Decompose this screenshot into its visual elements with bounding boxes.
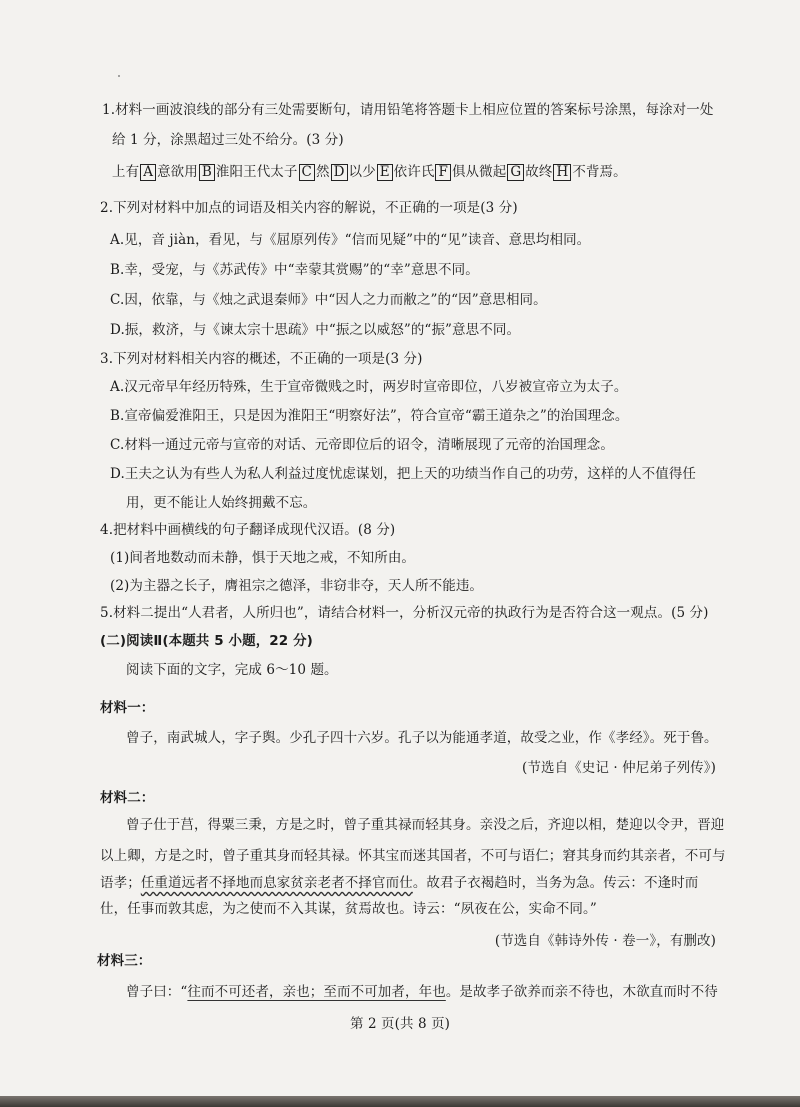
section-title: (二)阅读Ⅱ(本题共 5 小题，22 分) [100,633,313,649]
material-1-source: (节选自《史记 · 仲尼弟子列传》) [522,760,716,776]
break-marker-box: C [299,164,315,181]
q3-option-d-cont: 用，更不能让人始终拥戴不忘。 [126,495,317,511]
q5-stem: 5.材料二提出“人君者，人所归也”，请结合材料一，分析汉元帝的执政行为是否符合这一观点。(5 分) [100,605,709,621]
break-marker-box: G [507,164,524,181]
material-2-line: 以上卿，方是之时，曾子重其身而轻其禄。怀其宝而迷其国者，不可与语仁；窘其身而约其亲者，不可与 [100,848,726,864]
text: 。故君子衣褐趋时，当务为急。传云：不逢时而 [412,875,699,891]
material-2-line: 曾子仕于莒，得粟三秉，方是之时，曾子重其禄而轻其身。亲没之后，齐迎以相，楚迎以令尹，晋迎 [126,817,725,833]
q2-option-b: B.幸，受宠，与《苏武传》中“幸蒙其赏赐”的“幸”意思不同。 [110,262,479,278]
q4-item-1: (1)间者地数动而未静，惧于天地之戒，不知所由。 [110,550,416,566]
text-segment: 俱从微起 [451,164,507,180]
text-segment: 然 [315,164,330,180]
q1-stem-cont: 给 1 分，涂黑超过三处不给分。(3 分) [112,132,344,148]
text-segment: 不背焉。 [572,164,627,180]
break-marker-box: B [199,164,215,181]
underlined-text: 往而不可还者，亲也；至而不可加者，年也 [187,984,446,1000]
text-segment: 淮阳王代太子 [215,164,298,180]
text-segment: 上有 [112,164,140,180]
text: 曾子曰：“ [126,984,188,1000]
q3-stem: 3.下列对材料相关内容的概述，不正确的一项是(3 分) [100,351,423,367]
break-marker-box: D [331,164,348,181]
wavy-underlined-text: 任重道远者不择地而息家贫亲老者不择官而仕 [140,875,413,891]
material-2-label: 材料二： [100,790,155,806]
q3-option-b: B.宣帝偏爱淮阳王，只是因为淮阳王“明察好法”，符合宣帝“霸王道杂之”的治国理念。 [110,408,629,424]
text: 。是故孝子欲养而亲不待也，木欲直而时不待 [445,984,718,1000]
material-3-text [126,982,718,1002]
break-marker-box: A [140,164,156,181]
page-footer: 第 2 页(共 8 页) [349,1016,451,1032]
q2-stem: 2.下列对材料中加点的词语及相关内容的解说，不正确的一项是(3 分) [100,200,518,216]
q2-option-d: D.振，救济，与《谏太宗十思疏》中“振之以威怒”的“振”意思不同。 [110,322,521,338]
material-3-label: 材料三： [97,953,152,969]
text-segment: 意欲用 [157,164,198,180]
text-segment: 以少 [348,164,376,180]
q2-option-a: A.见，音 jiàn，看见，与《屈原列传》“信而见疑”中的“见”读音、意思均相同。 [110,232,591,248]
paper-edge-shadow [0,1096,800,1107]
break-marker-box: H [553,164,571,181]
material-1-text: 曾子，南武城人，字子舆。少孔子四十六岁。孔子以为能通孝道，故受之业，作《孝经》。死于鲁。 [126,730,718,746]
q2-option-c: C.因，依靠，与《烛之武退秦师》中“因人之力而敝之”的“因”意思相同。 [110,292,547,308]
text-segment: 依许氏 [393,164,435,180]
text-segment: 故终 [525,164,553,180]
scan-speck [118,75,120,77]
section-instruction: 阅读下面的文字，完成 6～10 题。 [126,662,338,678]
break-marker-box: F [435,164,450,181]
q1-stem: 1.材料一画波浪线的部分有三处需要断句，请用铅笔将答题卡上相应位置的答案标号涂黑，每涂对一处 [102,102,714,118]
q3-option-d: D.王夫之认为有些人为私人利益过度忧虑谋划，把上天的功绩当作自己的功劳，这样的人不值得任 [110,466,697,482]
q4-item-2: (2)为主器之长子，膺祖宗之德泽，非窃非夺，天人所不能违。 [110,578,484,594]
break-marker-box: E [377,164,393,181]
q4-stem: 4.把材料中画横线的句子翻译成现代汉语。(8 分) [100,522,396,538]
material-2-source: (节选自《韩诗外传 · 卷一》，有删改) [494,933,716,949]
q1-segment-line [112,162,627,182]
material-1-label: 材料一： [100,700,155,716]
q3-option-c: C.材料一通过元帝与宣帝的对话、元帝即位后的诏令，清晰展现了元帝的治国理念。 [110,437,614,453]
material-2-line: 仕，任事而敦其虑，为之使而不入其谋，贫焉故也。诗云：“夙夜在公，实命不同。” [100,901,597,917]
text: 语孝； [100,875,141,891]
q3-option-a: A.汉元帝早年经历特殊，生于宣帝微贱之时，两岁时宣帝即位，八岁被宣帝立为太子。 [110,379,628,395]
material-2-line [100,873,698,893]
